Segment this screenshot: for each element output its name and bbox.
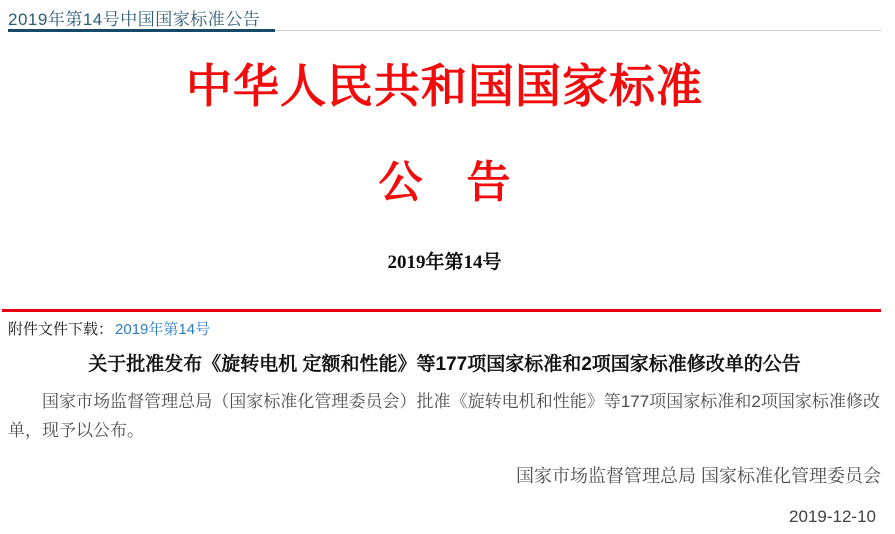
document-sub-title: 公 告 [378, 158, 511, 207]
document-main-title: 中华人民共和国国家标准 [186, 61, 703, 112]
red-divider-rule [2, 309, 881, 312]
attachment-label: 附件文件下载： [8, 321, 114, 338]
page-title: 2019年第14号中国国家标准公告 [8, 10, 261, 29]
title-underline [8, 29, 275, 32]
issue-number: 2019年第14号 [387, 252, 502, 273]
notice-body-paragraph: 国家市场监督管理总局（国家标准化管理委员会）批准《旋转电机和性能》等177项国家标准和2项国家标准修改单，现予以公布。 [8, 392, 880, 440]
issuing-authorities-signature: 国家市场监督管理总局 国家标准化管理委员会 [516, 466, 881, 486]
header-divider-line [275, 30, 881, 31]
notice-heading: 关于批准发布《旋转电机 定额和性能》等177项国家标准和2项国家标准修改单的公告 [88, 354, 801, 375]
attachment-download-link[interactable]: 2019年第14号 [115, 321, 211, 338]
publication-date: 2019-12-10 [789, 507, 876, 526]
attachment-download-row [8, 318, 210, 339]
